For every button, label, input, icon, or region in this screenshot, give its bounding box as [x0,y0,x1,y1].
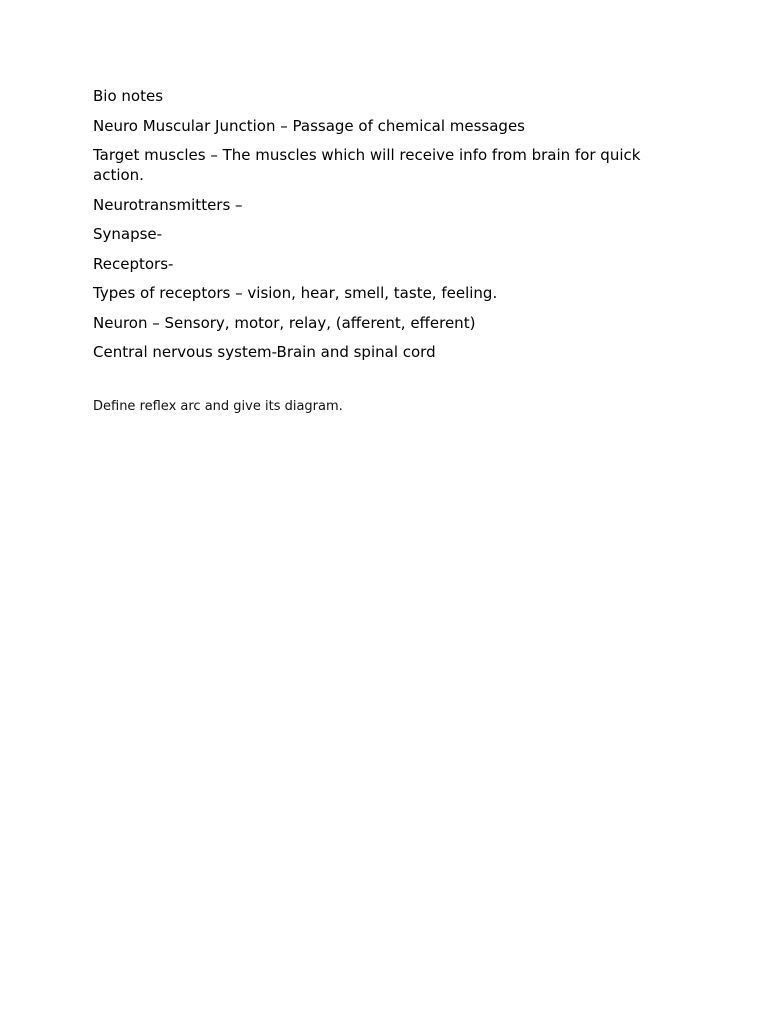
note-line-synapse: Synapse- [93,225,163,243]
question-text: Define reflex arc and give its diagram. [93,399,343,414]
notes-body [93,86,683,372]
note-line-neurotransmitters: Neurotransmitters – [93,195,243,214]
note-line-target-muscles: Target muscles – The muscles which will receive info from brain for quick action. [93,146,641,184]
document-title: Bio notes [93,87,164,105]
note-line-neuromuscular-junction: Neuro Muscular Junction – Passage of chemical messages [93,116,525,135]
note-line-types-of-receptors: Types of receptors – vision, hear, smell, taste, feeling. [93,284,498,302]
note-line-neuron: Neuron – Sensory, motor, relay, (afferent, efferent) [93,313,476,332]
note-line-receptors: Receptors- [93,254,174,273]
note-line-central-nervous-system: Central nervous system-Brain and spinal cord [93,343,436,361]
